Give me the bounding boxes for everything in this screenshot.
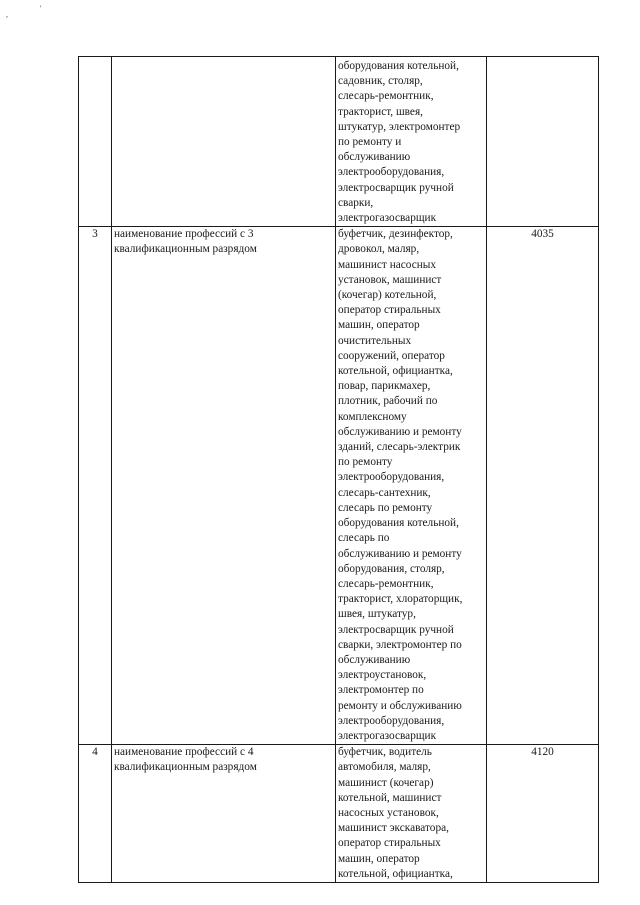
row-name-cell: наименование профессий с 4 квалификационным разрядом	[112, 745, 336, 883]
row-name-cell: наименование профессий с 3 квалификационным разрядом	[112, 227, 336, 745]
scan-speck: '	[40, 4, 42, 13]
salary-value-cell: 4035	[487, 227, 599, 745]
row-number-cell: 4	[79, 745, 112, 883]
qualification-table	[78, 56, 599, 883]
row-number-cell: 3	[79, 227, 112, 745]
scan-speck: ,	[6, 10, 8, 19]
professions-list-cell: оборудования котельной, садовник, столяр, слесарь-ремонтник, тракторист, швея, штукатур, электромонтер по ремонту и обслуживанию электрооборудования, электросварщик ручной сварки, электрогазосварщик	[336, 57, 487, 227]
row-number-cell	[79, 57, 112, 227]
salary-value-cell: 4120	[487, 745, 599, 883]
table-row	[79, 745, 599, 883]
table-row	[79, 227, 599, 745]
salary-value-cell	[487, 57, 599, 227]
professions-list-cell: буфетчик, дезинфектор, дровокол, маляр, машинист насосных установок, машинист (кочегар) котельной, оператор стиральных машин, оператор очистительных сооружений, оператор котельной, официантка, повар, парикмахер, плотник, рабочий по комплексному обслуживанию и ремонту зданий, слесарь-электрик по ремонту электрооборудования, слесарь-сантехник, слесарь по ремонту оборудования котельной, слесарь по обслуживанию и ремонту оборудования, столяр, слесарь-ремонтник, тракторист, хлораторщик, швея, штукатур, электросварщик ручной сварки, электромонтер по обслуживанию электроустановок, электромонтер по ремонту и обслуживанию электрооборудования, электрогазосварщик	[336, 227, 487, 745]
row-name-cell	[112, 57, 336, 227]
professions-list-cell: буфетчик, водитель автомобиля, маляр, машинист (кочегар) котельной, машинист насосных установок, машинист экскаватора, оператор стиральных машин, оператор котельной, официантка,	[336, 745, 487, 883]
table-row	[79, 57, 599, 227]
